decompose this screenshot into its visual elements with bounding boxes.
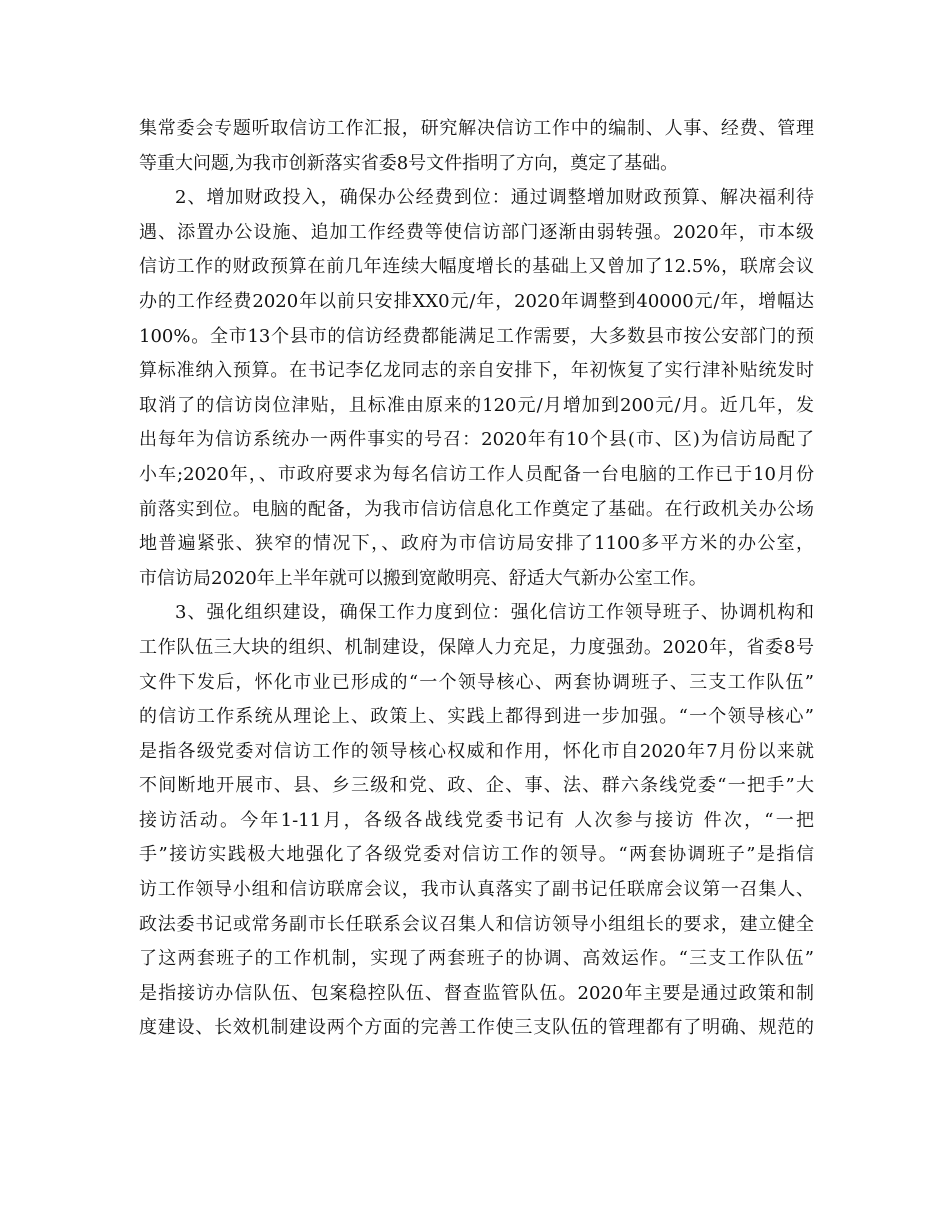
text-line: 遇、添置办公设施、追加工作经费等使信访部门逐渐由弱转强。2020年，市本级 [139, 221, 814, 243]
paragraph-3 [139, 596, 814, 1046]
text-line: 出每年为信访系统办一两件事实的号召：2020年有10个县(市、区)为信访局配了 [139, 429, 814, 451]
text-line: 文件下发后，怀化市业已形成的“一个领导核心、两套协调班子、三支工作队伍” [139, 671, 814, 693]
text-line: 2、增加财政投入，确保办公经费到位：通过调整增加财政预算、解决福利待 [175, 187, 814, 209]
text-line: 访工作领导小组和信访联席会议，我市认真落实了副书记任联席会议第一召集人、 [139, 879, 814, 901]
text-line: 度建设、长效机制建设两个方面的完善工作使三支队伍的管理都有了明确、规范的 [139, 1017, 814, 1039]
document-body [139, 112, 814, 1046]
paragraph-1 [139, 112, 814, 181]
text-line: 接访活动。今年1-11月，各级各战线党委书记有 人次参与接访 件次，“一把 [139, 809, 814, 831]
text-line: 算标准纳入预算。在书记李亿龙同志的亲自安排下，年初恢复了实行津补贴统发时 [139, 360, 814, 382]
text-line: 等重大问题,为我市创新落实省委8号文件指明了方向，奠定了基础。 [139, 152, 679, 174]
text-line: 100%。全市13个县市的信访经费都能满足工作需要，大多数县市按公安部门的预 [139, 325, 814, 347]
text-line: 是指接访办信队伍、包案稳控队伍、督查监管队伍。2020年主要是通过政策和制 [139, 982, 814, 1004]
text-line: 前落实到位。电脑的配备，为我市信访信息化工作奠定了基础。在行政机关办公场 [139, 498, 814, 520]
text-line: 办的工作经费2020年以前只安排XX0元/年，2020年调整到40000元/年，增幅达 [139, 290, 814, 312]
text-line: 了这两套班子的工作机制，实现了两套班子的协调、高效运作。“三支工作队伍” [139, 948, 814, 970]
text-line: 是指各级党委对信访工作的领导核心权威和作用，怀化市自2020年7月份以来就 [139, 740, 814, 762]
text-line: 的信访工作系统从理论上、政策上、实践上都得到进一步加强。“一个领导核心” [139, 706, 814, 728]
paragraph-2 [139, 181, 814, 596]
text-line: 政法委书记或常务副市长任联系会议召集人和信访领导小组组长的要求，建立健全 [139, 913, 814, 935]
text-line: 信访工作的财政预算在前几年连续大幅度增长的基础上又曾加了12.5%，联席会议 [139, 256, 814, 278]
text-line: 地普遍紧张、狭窄的情况下，、政府为市信访局安排了1100多平方米的办公室， [139, 533, 814, 555]
text-line: 3、强化组织建设，确保工作力度到位：强化信访工作领导班子、协调机构和 [175, 602, 814, 624]
text-line: 工作队伍三大块的组织、机制建设，保障人力充足，力度强劲。2020年，省委8号 [139, 636, 814, 658]
text-line: 市信访局2020年上半年就可以搬到宽敞明亮、舒适大气新办公室工作。 [139, 567, 707, 589]
text-line: 手”接访实践极大地强化了各级党委对信访工作的领导。“两套协调班子”是指信 [139, 844, 814, 866]
text-line: 不间断地开展市、县、乡三级和党、政、企、事、法、群六条线党委“一把手”大 [139, 775, 814, 797]
text-line: 取消了的信访岗位津贴，且标准由原来的120元/月增加到200元/月。近几年，发 [139, 394, 814, 416]
text-line: 集常委会专题听取信访工作汇报，研究解决信访工作中的编制、人事、经费、管理 [139, 118, 814, 139]
text-line: 小车;2020年，、市政府要求为每名信访工作人员配备一台电脑的工作已于10月份 [139, 463, 814, 485]
